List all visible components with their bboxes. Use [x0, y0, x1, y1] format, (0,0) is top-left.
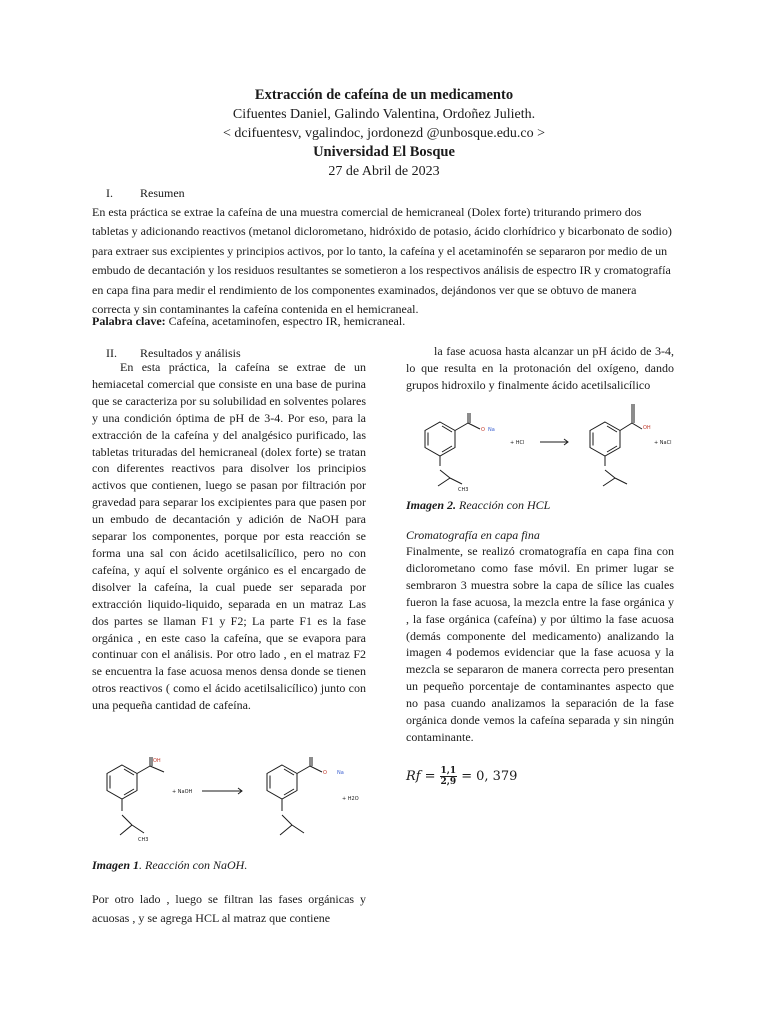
benzene-ring-salt [425, 422, 455, 456]
reaction-hcl-svg [410, 402, 680, 492]
rf-denominator: 2,9 [440, 777, 457, 787]
paper-authors: Cifuentes Daniel, Galindo Valentina, Ordoñez Julieth. [232, 107, 536, 122]
figure1-caption [92, 858, 247, 873]
rf-lhs: Rf [406, 769, 421, 784]
abstract-number: I. [106, 186, 113, 200]
rf-equals-2: = [461, 769, 473, 784]
figure2-caption [406, 498, 550, 513]
abstract-text: En esta práctica se extrae la cafeína de una muestra comercial de hemicraneal (Dolex forte) triturando primero dos tabletas y adicionando reactivos (metanol diclorometano, hidróxido de potasio, ácido clorhídrico y bicarbonato de sodio) para extraer sus excipientes y principios activos, por lo tanto, la cafeína y el acetaminofén se separaron por medio de un embudo de decantación y los residuos resultantes se sometieron a los respectivos análisis de espectro IR y cromatografía en capa fina para medir el rendimiento de los componentes examinados, dejándonos ver que se obtuvo de manera correcta y sin contaminantes la cafeína contenida en el hemicraneal. [92, 205, 672, 317]
label-na: Na [337, 770, 344, 776]
benzene-ring-reactant [107, 765, 137, 799]
figure2-caption-text: Reacción con HCL [456, 498, 551, 512]
paper-emails: < dcifuentesv, vgalindoc, jordonezd @unbosque.edu.co > [222, 126, 546, 141]
abstract-title: Resumen [140, 186, 185, 200]
label-o-minus-2: O [481, 427, 485, 433]
left-column-text-2 [92, 890, 366, 928]
label-h2o: + H2O [342, 796, 359, 802]
benzene-ring-product [267, 765, 297, 799]
reaction-naoh-figure [92, 755, 372, 845]
paper-header [0, 86, 768, 181]
figure2-label: Imagen 2. [406, 498, 457, 512]
section2-number: II. [106, 346, 117, 360]
paper-university: Universidad El Bosque [313, 144, 455, 160]
section2-title: Resultados y análisis [140, 346, 241, 360]
left-column-text [92, 359, 366, 714]
keywords [92, 314, 405, 329]
section2-right-paragraph2: Finalmente, se realizó cromatografía en capa fina con diclorometano como fase móvil. En primer lugar se sembraron 3 muestra sobre la capa de sílice las cuales fueron la fase acuosa, la mezcla entre la fase orgánica y , la fase orgánica (cafeína) y por último la fase acuosa (demás componente del medicamento) analizando la imagen 4 podemos evidenciar que la fase acuosa y la mezcla se separaron de manera correcta pero presentan un pequeño porcentaje de contaminantes aspecto que no pasa cuando analizamos la separación de la fase orgánica donde vemos la cafeína separada y sin ningún contaminante. [406, 544, 674, 744]
reaction-hcl-figure [410, 402, 680, 492]
paper-title: Extracción de cafeína de un medicamento [254, 87, 514, 103]
rf-fraction [440, 766, 458, 787]
rf-equals: = [424, 769, 436, 784]
right-column-text [406, 343, 674, 394]
label-oh-2: OH [643, 425, 651, 431]
rf-result: 0, 379 [476, 769, 518, 784]
right-column-text-2 [406, 543, 674, 746]
label-ch3: CH3 [138, 837, 149, 843]
benzene-ring-acid [590, 422, 620, 456]
rf-formula [406, 766, 517, 787]
section2-right-paragraph1: la fase acuosa hasta alcanzar un pH ácido de 3-4, lo que resulta en la protonación del oxígeno, dando grupos hidroxilo y finalmente ácido acetilsalicílico [406, 344, 674, 392]
label-o-minus: O [323, 770, 327, 776]
abstract-heading [106, 186, 185, 201]
figure1-label: Imagen 1 [92, 858, 140, 872]
label-na-2: Na [488, 427, 495, 433]
label-hcl: + HCl [510, 440, 525, 446]
section2-paragraph2: Por otro lado , luego se filtran las fases orgánicas y acuosas , y se agrega HCL al matraz que contiene [92, 892, 366, 925]
label-oh: OH [153, 758, 161, 764]
reaction-naoh-svg [92, 755, 372, 845]
keywords-label: Palabra clave: [92, 314, 166, 328]
keywords-text: Cafeína, acetaminofen, espectro IR, hemicraneal. [165, 314, 406, 328]
figure1-caption-text: . Reacción con NaOH. [139, 858, 248, 872]
section2-paragraph1: En esta práctica, la cafeína se extrae de un hemiacetal comercial que consiste en una base de purina que se caracteriza por su solubilidad en solventes polares y una condición óptima de pH de 3-4. Por eso, para la extracción de la cafeína y del analgésico purificado, las tabletas trituradas del hemicraneal (dolex forte) se tratan con diferentes reactivos para disolver los principios activos que contienen, luego se pasan por filtración por gravedad para separar los excipientes para que pasen por un embudo de decantación y adición de NaOH para separar los componentes, porque por esta reacción se forma una sal con ácido acetilsalicílico, pero no con cafeína, y aquí el solvente orgánico es el encargado de disolver la cafeína, la cual puede ser separada por extracción liquido-liquido, separada en un matraz Las dos partes se llaman F1 y F2; La parte F1 es la fase orgánica , en este caso la cafeína, que se evapora para continuar con el análisis. Por otro lado , en el matraz F2 se encuentra la fase acuosa menos densa donde se tienen otros reactivos ( como el ácido acetilsalicílico) junto con una pequeña cantidad de cafeína. [92, 360, 366, 713]
rf-numerator: 1,1 [440, 766, 457, 776]
label-ch3-2: CH3 [458, 487, 469, 492]
paper-date: 27 de Abril de 2023 [328, 164, 440, 179]
label-nacl: + NaCl [654, 440, 672, 446]
tlc-subheading: Cromatografía en capa fina [406, 528, 540, 542]
label-naoh: + NaOH [172, 789, 193, 795]
